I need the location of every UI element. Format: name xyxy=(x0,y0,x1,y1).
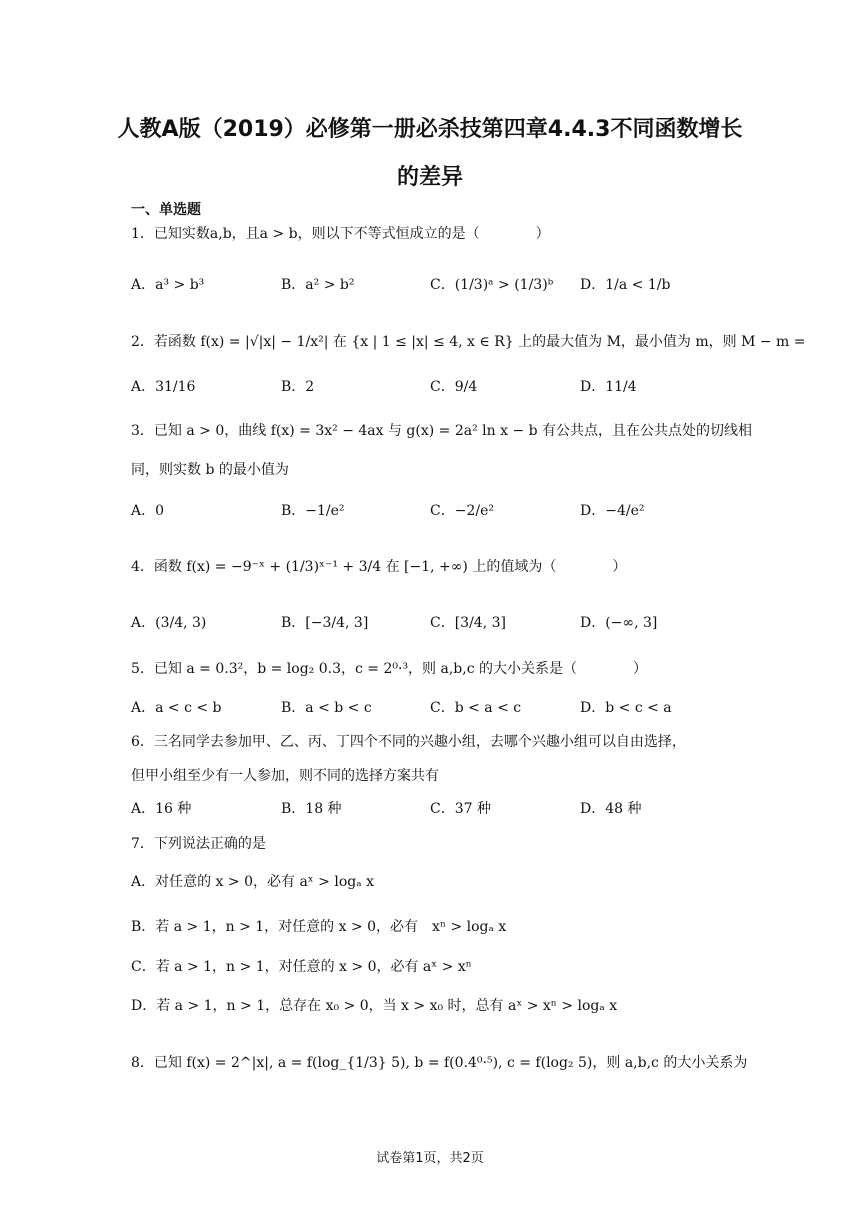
question-3-stem-continued: 同，则实数 b 的最小值为 xyxy=(131,462,289,478)
document-title-line2: 的差异 xyxy=(396,165,463,190)
question-2-option-b: B．2 xyxy=(281,379,315,395)
question-2-stem: 2．若函数 f(x) = |√|x| − 1/x²| 在 {x | 1 ≤ |x| ≤ 4, x ∈ R} 上的最大值为 M，最小值为 m，则 M − m = xyxy=(131,334,806,350)
question-7-option-d: D．若 a > 1，n > 1，总存在 x₀ > 0，当 x > x₀ 时，总有 aˣ > xⁿ > logₐ x xyxy=(131,998,618,1014)
question-6-option-b: B．18 种 xyxy=(281,801,342,817)
question-5-stem: 5．已知 a = 0.3²，b = log₂ 0.3，c = 2⁰·³，则 a,b,c 的大小关系是（ ） xyxy=(131,661,648,677)
question-1-option-a: A．a³ > b³ xyxy=(131,277,205,293)
question-5-option-c: C．b < a < c xyxy=(430,700,522,716)
question-4-stem: 4．函数 f(x) = −9⁻ˣ + (1/3)ˣ⁻¹ + 3/4 在 [−1, +∞) 上的值域为（ ） xyxy=(131,559,627,575)
document-title-line1: 人教A版（2019）必修第一册必杀技第四章4.4.3不同函数增长 xyxy=(117,117,743,142)
question-7-option-b: B．若 a > 1，n > 1，对任意的 x > 0，必有 xⁿ > logₐ x xyxy=(131,919,507,935)
question-1-stem: 1．已知实数a,b，且a > b，则以下不等式恒成立的是（ ） xyxy=(131,226,550,242)
question-4-option-b: B．[−3/4, 3] xyxy=(281,615,369,631)
question-6-option-a: A．16 种 xyxy=(131,801,192,817)
question-6-option-d: D．48 种 xyxy=(580,801,642,817)
question-6-stem: 6．三名同学去参加甲、乙、丙、丁四个不同的兴趣小组，去哪个兴趣小组可以自由选择， xyxy=(131,734,686,750)
question-6-option-c: C．37 种 xyxy=(430,801,491,817)
question-8-stem: 8．已知 f(x) = 2^|x|, a = f(log_{1/3} 5), b = f(0.4⁰·⁵), c = f(log₂ 5)，则 a,b,c 的大小关系为 xyxy=(131,1055,748,1071)
question-4-option-d: D．(−∞, 3] xyxy=(580,615,658,631)
question-2-option-a: A．31/16 xyxy=(131,379,196,395)
question-1-option-b: B．a² > b² xyxy=(281,277,355,293)
question-6-stem-continued: 但甲小组至少有一人参加，则不同的选择方案共有 xyxy=(131,768,439,784)
question-3-stem: 3．已知 a > 0，曲线 f(x) = 3x² − 4ax 与 g(x) = 2a² ln x − b 有公共点，且在公共点处的切线相 xyxy=(131,423,753,439)
question-3-option-a: A．0 xyxy=(131,503,165,519)
question-7-option-c: C．若 a > 1，n > 1，对任意的 x > 0，必有 aˣ > xⁿ xyxy=(131,959,472,975)
question-3-option-d: D．−4/e² xyxy=(580,503,645,519)
question-4-option-a: A．(3/4, 3) xyxy=(131,615,207,631)
question-7-option-a: A．对任意的 x > 0，必有 aˣ > logₐ x xyxy=(131,874,374,890)
question-5-option-b: B．a < b < c xyxy=(281,700,372,716)
question-3-option-b: B．−1/e² xyxy=(281,503,345,519)
section-heading: 一、单选题 xyxy=(131,202,201,218)
question-4-option-c: C．[3/4, 3] xyxy=(430,615,506,631)
question-3-option-c: C．−2/e² xyxy=(430,503,494,519)
question-5-option-a: A．a < c < b xyxy=(131,700,222,716)
question-7-stem: 7．下列说法正确的是 xyxy=(131,836,266,852)
page-footer: 试卷第1页，共2页 xyxy=(376,1151,484,1166)
question-1-option-d: D．1/a < 1/b xyxy=(580,277,671,293)
question-2-option-d: D．11/4 xyxy=(580,379,637,395)
question-5-option-d: D．b < c < a xyxy=(580,700,672,716)
question-2-option-c: C．9/4 xyxy=(430,379,478,395)
question-1-option-c: C．(1/3)ᵃ > (1/3)ᵇ xyxy=(430,277,554,293)
